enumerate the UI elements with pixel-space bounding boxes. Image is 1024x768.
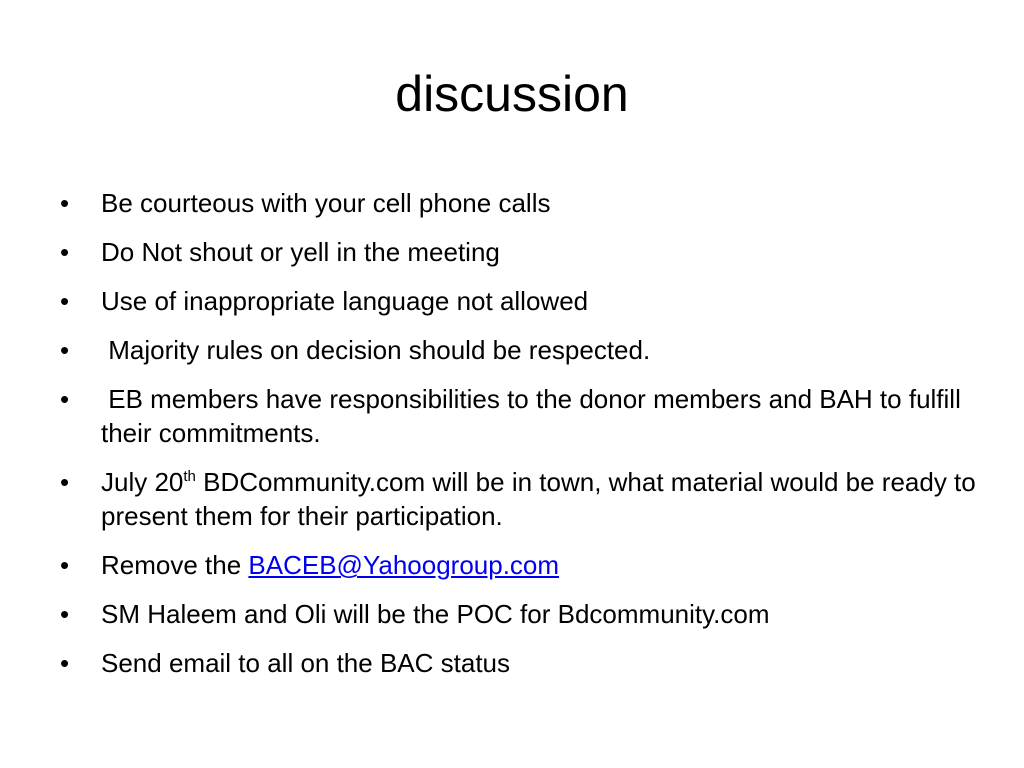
list-item bbox=[58, 333, 978, 367]
list-item bbox=[58, 186, 978, 220]
bullet-icon: • bbox=[60, 599, 70, 629]
bullet-icon: • bbox=[60, 335, 70, 365]
bullet-text: Do Not shout or yell in the meeting bbox=[101, 237, 500, 267]
bullet-text: Send email to all on the BAC status bbox=[101, 648, 511, 678]
bullet-icon: • bbox=[60, 550, 70, 580]
bullet-text: SM Haleem and Oli will be the POC for Bdcommunity.com bbox=[101, 599, 770, 629]
bullet-icon: • bbox=[60, 384, 70, 414]
bullet-icon: • bbox=[60, 237, 70, 267]
list-item bbox=[58, 465, 983, 533]
slide-title: discussion bbox=[395, 66, 629, 122]
bullet-text: Use of inappropriate language not allowed bbox=[101, 286, 589, 316]
bullet-icon: • bbox=[60, 467, 70, 497]
bullet-icon: • bbox=[60, 286, 70, 316]
date-ordinal-suffix: th bbox=[183, 468, 196, 485]
bullet-text: EB members have responsibilities to the donor members and BAH to fulfill their commitments. bbox=[101, 384, 969, 448]
list-item bbox=[58, 235, 978, 269]
bullet-text: BDCommunity.com will be in town, what material would be ready to present them for their participation. bbox=[101, 467, 983, 531]
bullet-icon: • bbox=[60, 188, 70, 218]
list-item bbox=[58, 597, 978, 631]
list-item bbox=[58, 284, 978, 318]
list-item bbox=[58, 646, 978, 680]
list-item bbox=[58, 548, 978, 582]
bullet-icon: • bbox=[60, 648, 70, 678]
bullet-text-date: July 20 bbox=[101, 467, 184, 497]
list-item bbox=[58, 382, 978, 450]
bullet-text: Majority rules on decision should be respected. bbox=[101, 335, 651, 365]
bullet-text: Be courteous with your cell phone calls bbox=[101, 188, 551, 218]
email-link[interactable]: BACEB@Yahoogroup.com bbox=[248, 550, 560, 580]
bullet-list bbox=[58, 186, 983, 695]
bullet-text: Remove the bbox=[101, 550, 249, 580]
